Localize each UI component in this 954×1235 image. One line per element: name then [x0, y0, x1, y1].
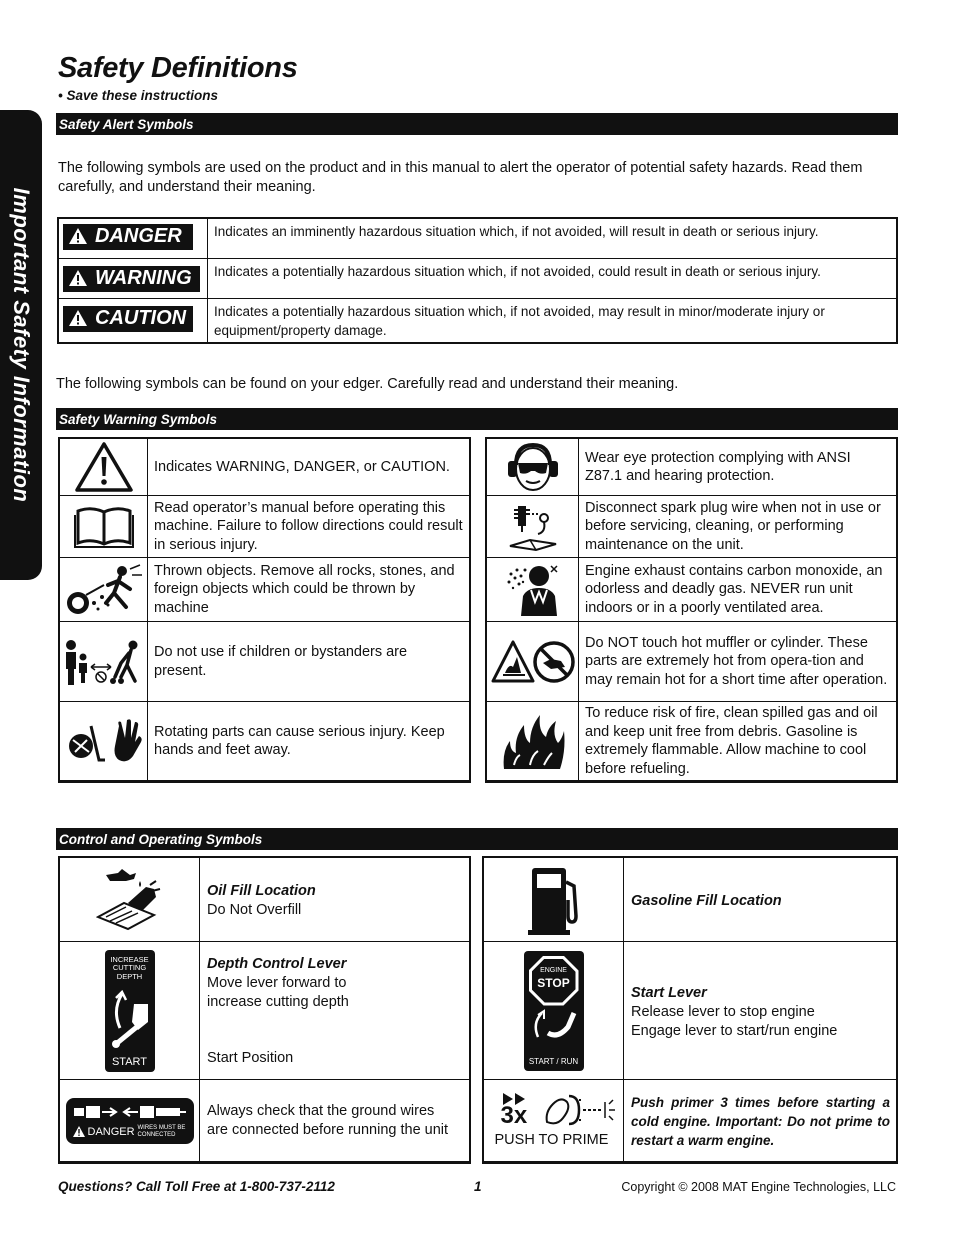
caution-description: Indicates a potentially hazardous situation which, if not avoided, may result in minor/moderate injury or equipment/property damage.	[214, 304, 825, 338]
ground-wires-badge	[66, 1098, 194, 1144]
ground-wires-line1: Always check that the ground wires	[207, 1103, 435, 1119]
table-row	[60, 439, 469, 496]
alert-row-warning	[59, 259, 896, 299]
primer-icon	[484, 1080, 624, 1161]
spark-plug-icon	[487, 496, 579, 557]
fire-icon	[487, 702, 579, 780]
depth-control-line2: increase cutting depth	[207, 994, 349, 1010]
symbol-description: Wear eye protection complying with ANSI Z87.1 and hearing protection.	[585, 449, 851, 484]
table-row	[487, 439, 896, 496]
depth-icon-bottom-label: START	[111, 1055, 148, 1068]
side-tab	[0, 110, 42, 580]
oil-fill-title: Oil Fill Location	[207, 883, 316, 899]
engine-label: ENGINE	[540, 966, 567, 974]
stop-label: STOP	[537, 975, 570, 990]
alert-row-caution	[59, 299, 896, 344]
start-lever-text	[631, 984, 837, 1041]
lever-arrow-icon	[108, 990, 152, 1050]
ground-wires-icon	[60, 1080, 200, 1161]
depth-control-line3: Start Position	[207, 1050, 294, 1066]
depth-icon-top-label: INCREASE CUTTING DEPTH	[110, 954, 149, 981]
control-symbols-right	[482, 856, 898, 1164]
danger-description: Indicates an imminently hazardous situation which, if not avoided, will result in death or serious injury.	[214, 224, 819, 239]
symbol-description: Read operator’s manual before operating this machine. Failure to follow directions could result in serious injury.	[154, 499, 463, 553]
table-row	[484, 1080, 896, 1161]
table-row	[60, 496, 469, 558]
oil-fill-text	[207, 882, 316, 920]
wires-note-label: WIRES MUST BE CONNECTED	[137, 1124, 186, 1138]
symbol-description: Thrown objects. Remove all rocks, stones, and foreign objects which could be thrown by machine	[154, 562, 455, 616]
alert-definitions-table	[57, 217, 898, 344]
start-lever-badge	[524, 951, 584, 1071]
page-title: Safety Definitions	[58, 52, 298, 84]
symbol-description: Indicates WARNING, DANGER, or CAUTION.	[154, 458, 450, 475]
depth-control-line1: Move lever forward to	[207, 975, 347, 991]
lever-arrow-icon	[528, 1009, 580, 1043]
depth-control-badge	[105, 950, 155, 1072]
start-lever-icon	[484, 942, 624, 1079]
danger-label: DANGER	[63, 224, 193, 250]
symbol-description: Disconnect spark plug wire when not in use or before servicing, cleaning, or performing maintenance on the unit.	[585, 499, 881, 553]
start-lever-line1: Release lever to stop engine	[631, 1004, 815, 1020]
ground-wires-text	[207, 1102, 448, 1140]
page-number: 1	[474, 1179, 482, 1194]
table-row	[60, 858, 469, 942]
thrown-objects-icon	[60, 558, 148, 621]
table-row	[60, 558, 469, 622]
footer-copyright: Copyright © 2008 MAT Engine Technologies, LLC	[621, 1180, 896, 1194]
caution-label: CAUTION	[63, 306, 193, 332]
table-row	[60, 942, 469, 1080]
warning-label: WARNING	[63, 266, 200, 292]
primer-bulb-icon	[543, 1092, 617, 1130]
table-row	[484, 858, 896, 942]
primer-count-label: 3x	[500, 1101, 528, 1129]
control-symbols-left	[58, 856, 471, 1164]
section-bar-warning: Safety Warning Symbols	[56, 408, 898, 430]
oil-fill-line1: Do Not Overfill	[207, 902, 302, 918]
table-row	[60, 702, 469, 780]
alert-row-danger	[59, 219, 896, 259]
table-row	[60, 1080, 469, 1161]
manual-book-icon	[60, 496, 148, 557]
primer-text: Push primer 3 times before starting a cold engine. Important: Do not prime to restart a warm engine.	[631, 1095, 890, 1148]
warning-description: Indicates a potentially hazardous situation which, if not avoided, could result in death or serious injury.	[214, 264, 821, 279]
exhaust-gas-icon	[487, 558, 579, 621]
symbol-description: Do not use if children or bystanders are present.	[154, 644, 408, 679]
symbol-description: Engine exhaust contains carbon monoxide, an odorless and deadly gas. NEVER run unit indoors or in a poorly ventilated area.	[585, 562, 883, 616]
footer-phone: Questions? Call Toll Free at 1-800-737-2112	[58, 1179, 335, 1194]
primer-badge	[489, 1088, 619, 1154]
depth-control-text	[207, 955, 349, 1068]
warning-triangle-icon	[72, 1125, 86, 1138]
table-row	[487, 702, 896, 780]
gas-fill-title: Gasoline Fill Location	[631, 893, 782, 909]
depth-control-title: Depth Control Lever	[207, 956, 347, 972]
symbol-description: To reduce risk of fire, clean spilled gas and oil and keep unit free from debris. Gasoline is extremely flammable. Allow machine to cool before refueling.	[585, 705, 878, 777]
eye-ear-protection-icon	[487, 439, 579, 495]
section-bar-alert: Safety Alert Symbols	[56, 113, 898, 135]
start-lever-line2: Engage lever to start/run engine	[631, 1023, 838, 1039]
intro-paragraph: The following symbols are used on the product and in this manual to alert the operator of potential safety hazards. Read them carefully, and understand their meaning.	[58, 160, 863, 195]
ground-wires-line2: are connected before running the unit	[207, 1122, 449, 1138]
table-row	[487, 558, 896, 622]
push-to-prime-label: PUSH TO PRIME	[494, 1131, 609, 1148]
warning-triangle-icon	[60, 439, 148, 495]
gas-fill-text	[631, 892, 782, 911]
wire-connector-icon	[72, 1102, 188, 1122]
rotating-blade-icon	[60, 702, 148, 780]
symbol-description: Rotating parts can cause serious injury. Keep hands and feet away.	[154, 723, 445, 758]
depth-control-icon	[60, 942, 200, 1079]
table-row	[487, 496, 896, 558]
warning-triangle-icon	[68, 227, 88, 245]
symbol-description: Do NOT touch hot muffler or cylinder. These parts are extremely hot from opera-tion and may remain hot for a short time after operation.	[585, 634, 888, 688]
side-tab-label: Important Safety Information	[9, 187, 34, 503]
warning-triangle-icon	[68, 269, 88, 287]
wires-danger-label: DANGER	[87, 1125, 135, 1138]
page-subtitle: • Save these instructions	[58, 88, 219, 103]
table-row	[487, 622, 896, 702]
table-row	[60, 622, 469, 702]
oil-fill-icon	[60, 858, 200, 941]
hot-surface-icon	[487, 622, 579, 701]
start-lever-title: Start Lever	[631, 985, 707, 1001]
section-bar-control: Control and Operating Symbols	[56, 828, 898, 850]
gas-pump-icon	[484, 858, 624, 941]
bystanders-icon	[60, 622, 148, 701]
start-run-label: START / RUN	[528, 1056, 579, 1066]
warning-triangle-icon	[68, 309, 88, 327]
warning-symbols-right	[485, 437, 898, 783]
table-row	[484, 942, 896, 1080]
warning-symbols-left	[58, 437, 471, 783]
intro-paragraph-2: The following symbols can be found on your edger. Carefully read and understand their meaning.	[56, 376, 679, 392]
